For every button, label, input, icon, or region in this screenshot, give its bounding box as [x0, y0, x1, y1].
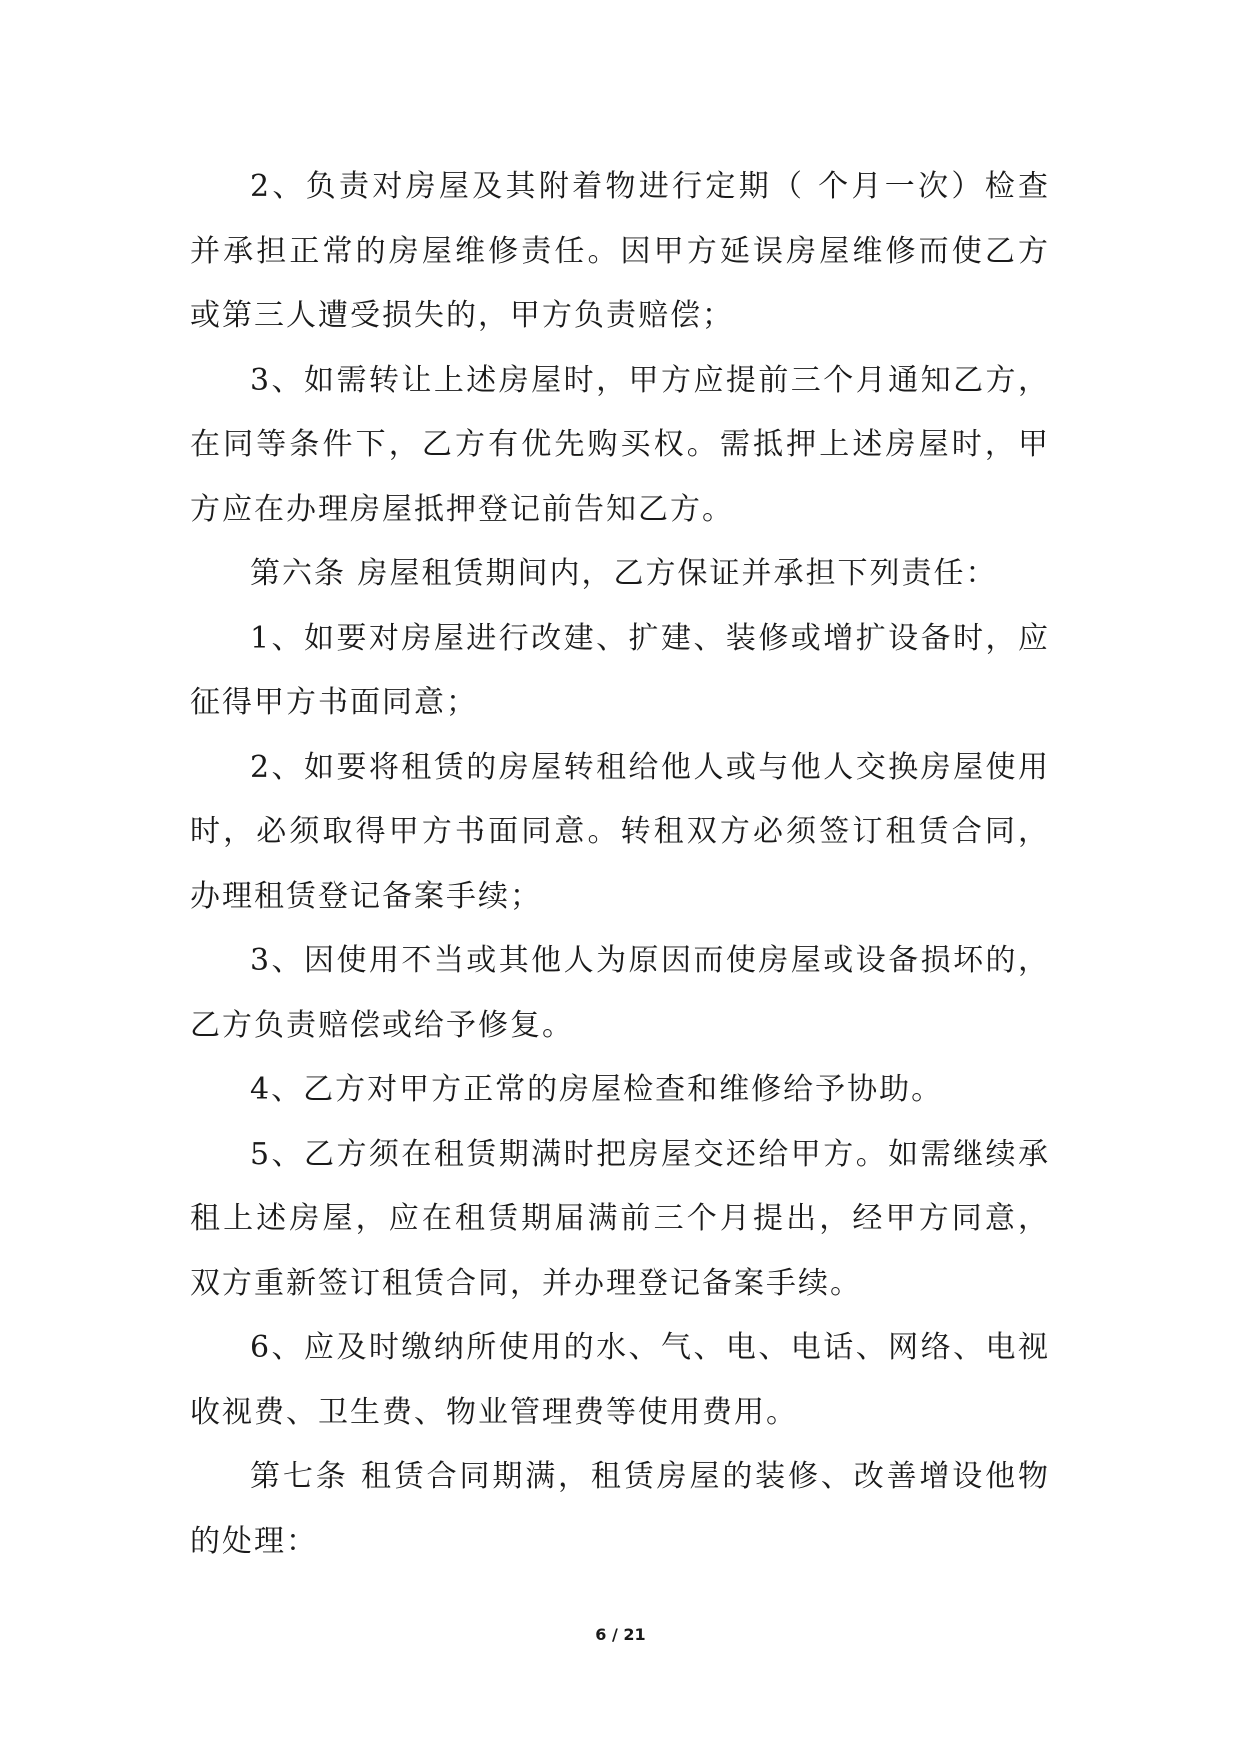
page-number: 6 / 21 — [595, 1625, 646, 1644]
paragraph: 6、应及时缴纳所使用的水、气、电、电话、网络、电视收视费、卫生费、物业管理费等使用费用。 — [190, 1330, 1050, 1430]
paragraph: 5、乙方须在租赁期满时把房屋交还给甲方。如需继续承租上述房屋，应在租赁期届满前三个月提出，经甲方同意，双方重新签订租赁合同，并办理登记备案手续。 — [190, 1136, 1050, 1301]
paragraph: 2、负责对房屋及其附着物进行定期（ 个月一次）检查并承担正常的房屋维修责任。因甲方延误房屋维修而使乙方或第三人遭受损失的，甲方负责赔偿； — [190, 169, 1050, 333]
paragraph: 3、因使用不当或其他人为原因而使房屋或设备损坏的，乙方负责赔偿或给予修复。 — [190, 943, 1050, 1043]
paragraph: 4、乙方对甲方正常的房屋检查和维修给予协助。 — [250, 1072, 944, 1107]
paragraph: 1、如要对房屋进行改建、扩建、装修或增扩设备时，应征得甲方书面同意； — [190, 620, 1050, 720]
paragraph: 2、如要将租赁的房屋转租给他人或与他人交换房屋使用时，必须取得甲方书面同意。转租双方必须签订租赁合同，办理租赁登记备案手续； — [190, 749, 1050, 914]
document-body — [190, 155, 1050, 1574]
paragraph: 第七条 租赁合同期满，租赁房屋的装修、改善增设他物的处理： — [190, 1459, 1050, 1559]
paragraph: 3、如需转让上述房屋时，甲方应提前三个月通知乙方，在同等条件下，乙方有优先购买权。需抵押上述房屋时，甲方应在办理房屋抵押登记前告知乙方。 — [190, 362, 1050, 527]
paragraph: 第六条 房屋租赁期间内，乙方保证并承担下列责任： — [250, 556, 998, 591]
